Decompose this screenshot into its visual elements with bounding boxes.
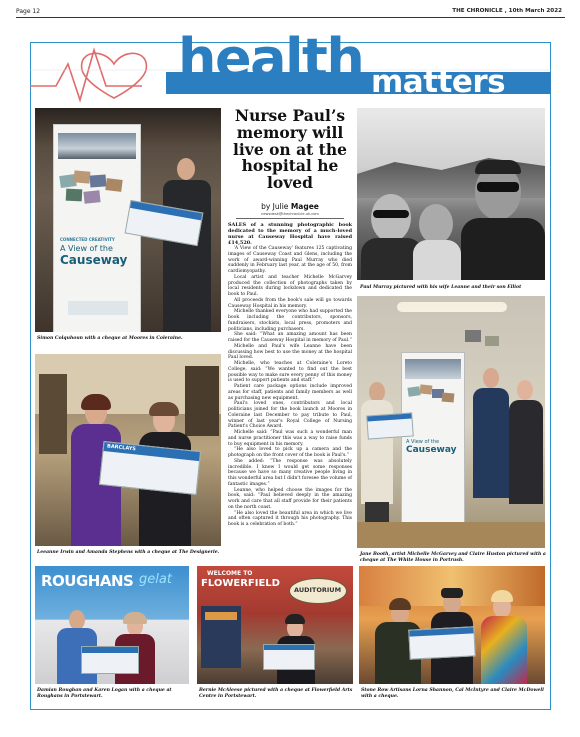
banner-line2: A View of the <box>60 244 113 253</box>
cheque <box>81 646 139 674</box>
banner-line1: CONNECTED CREATIVITY <box>60 237 115 242</box>
photo-paul-murray-family <box>357 108 545 280</box>
byline-email: newsdesk@thechronicle.uk.com <box>261 212 319 216</box>
photo-simon-colquhoun <box>35 108 221 332</box>
caption-2: Paul Murray pictured with his wife Leanne and their son Elliot <box>360 285 522 290</box>
byline-prefix: by Julie <box>261 202 289 211</box>
banner-word-matters: matters <box>371 64 506 100</box>
auditorium-sign <box>289 578 347 604</box>
headline: Nurse Paul’s memory will live on at the hospital he loved <box>233 106 347 193</box>
photo-roughans <box>35 566 189 684</box>
banner-word-health: health <box>178 27 364 90</box>
caption-7: Stone Row Artisans Lorna Shannon, Cal McIntyre and Claire McDowell with a cheque. <box>361 688 544 699</box>
paragraph: SALES of a stunning photographic book dedicated to the memory of a much-loved nurse at Causeway Hospital have raised £14,520. <box>228 222 352 246</box>
paragraph: She said: “What an amazing amount has been raised for the Causeway Hospital in memory of Paul.” <box>228 332 352 343</box>
caption-6: Bernie McAleese pictured with a cheque at Flowerfield Arts Centre in Portstewart. <box>199 688 353 699</box>
publication-date: THE CHRONICLE , 10th March 2022 <box>452 8 562 14</box>
paragraph: “He also loved to pick up a camera and the photograph on the front cover of the book is Paul's.” <box>228 447 352 458</box>
banner <box>16 24 565 104</box>
byline-rule <box>236 218 344 219</box>
barclays-label: BARCLAYS <box>106 443 137 453</box>
auditorium-text: AUDITORIUM <box>294 586 342 594</box>
article-body <box>228 222 352 558</box>
paragraph: She added: “The response was absolutely incredible. I knew I would get some responses because we have so many creative people living in this wonderful area but I didn't foresee the volume of fantastic images.” <box>228 458 352 487</box>
paragraph: “He also loved the beautiful area in which we live and often captured it through his photography. This book is a celebration of both.” <box>228 510 352 527</box>
roughans-sign: ROUGHANS <box>41 572 134 590</box>
caption-4: Jane Booth, artist Michelle McGarvey and Claire Huston pictured with a cheque at The White House in Portrush. <box>360 552 546 563</box>
caption-1: Simon Colquhoun with a cheque at Moores in Coleraine. <box>37 336 183 341</box>
paragraph: Leanne, who helped choose the images for the book, said: “Paul believed deeply in the amazing work and care that all staff provide for their patients on the north coast. <box>228 487 352 510</box>
header-rule <box>16 17 565 18</box>
photo-stone-row <box>359 566 545 684</box>
flowerfield-sign: FLOWERFIELD <box>201 578 280 589</box>
welcome-sign: WELCOME TO <box>207 570 253 577</box>
paragraph: ‘A View of the Causeway’ features 125 captivating images of Causeway Coast and Glens, including the work of award-winning Paul Murray who died suddenly in February last year, at the age of 50, from cardiomyopathy. <box>228 246 352 274</box>
cheque <box>263 644 315 670</box>
cheque <box>366 412 414 439</box>
byline <box>228 202 352 211</box>
cheque <box>408 626 475 659</box>
paragraph: Patient care package options include improved areas for staff, patients and family members as well as purchasing new equipment. <box>228 384 352 401</box>
paragraph: Michelle and Paul's wife Leanne have been discussing how best to use the money at the hospital Paul loved. <box>228 343 352 361</box>
photo-flowerfield <box>197 566 353 684</box>
caption-5: Damian Roughan and Karen Logan with a cheque at Roughans in Portstewart. <box>37 688 172 699</box>
paragraph: Michelle said: “Paul was such a wonderful man and nurse practitioner this was a way to raise funds to buy equipment in his memory. <box>228 430 352 447</box>
paragraph: Michelle, who teaches at Coleraine's Loreto College, said: “We wanted to find out the best possible way to make sure every penny of this money is used to support patients and staff.” <box>228 361 352 384</box>
paragraph: Local artist and teacher Michelle McGarvey produced the collection of photographs taken by local residents during lockdown and dedicated the book to Paul. <box>228 274 352 297</box>
paragraph: All proceeds from the book's sale will go towards Causeway Hospital in his memory. <box>228 297 352 309</box>
paragraph: Michelle thanked everyone who had supported the book including the contributors, sponsors, fundraisers, stockists, local press, promoters and politicians, including purchasers. <box>228 309 352 332</box>
banner-line3: Causeway <box>60 253 128 267</box>
photo-designerie <box>35 354 221 546</box>
page-number: Page 12 <box>16 8 41 15</box>
gelato-sign: gelat <box>139 572 172 587</box>
caption-3: Leeanne Irwin and Amanda Stephens with a cheque at The Designerie. <box>37 550 220 555</box>
banner-stand: A View of the Causeway <box>401 352 465 530</box>
photo-white-house <box>357 296 545 548</box>
paragraph: Paul's loved ones, contributors and local politicians joined for the book launch at Moores in Coleraine last December to pay tribute to Paul, winner of last year's Royal College of Nursing Patient's Choice Award. <box>228 401 352 430</box>
byline-name: Magee <box>290 202 319 211</box>
